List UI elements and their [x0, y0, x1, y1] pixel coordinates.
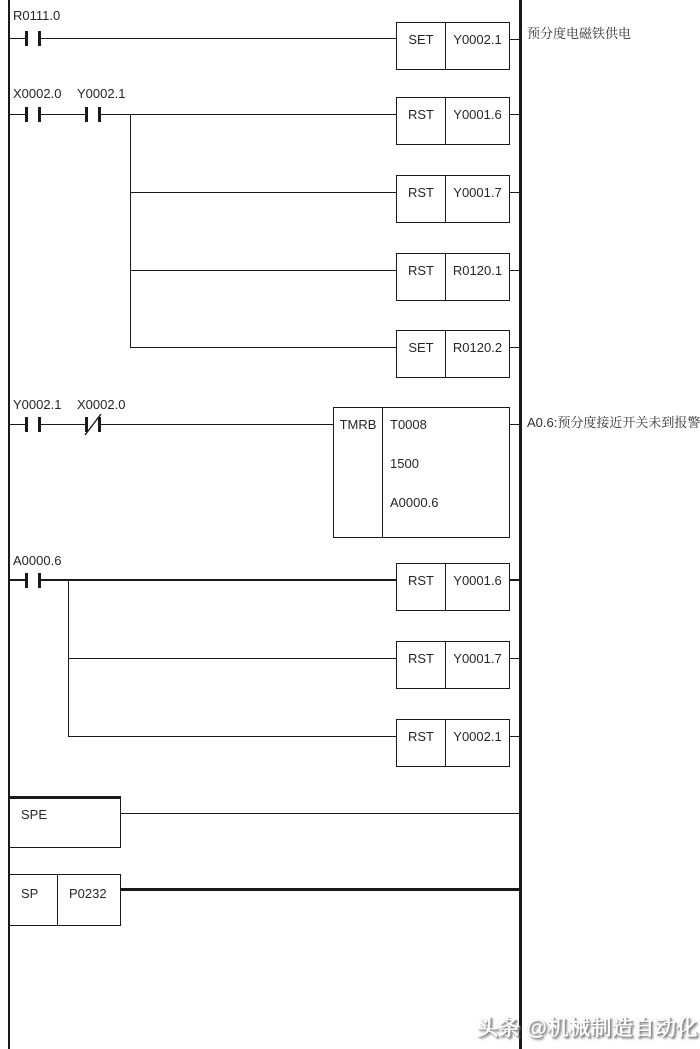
rst-coil-block: [396, 175, 510, 223]
contact-bar: [85, 107, 88, 122]
no-contact: [25, 107, 41, 122]
coil-op: RST: [397, 176, 446, 222]
contact-bar: [25, 573, 28, 588]
coil-operand: Y0001.7: [453, 651, 502, 666]
rst-coil-block: [396, 719, 510, 767]
rst-coil-block: [396, 97, 510, 145]
no-contact: [25, 31, 41, 46]
wire: [510, 39, 519, 40]
contact-bar: [38, 107, 41, 122]
contact-label: X0002.0: [77, 397, 126, 412]
wire: [10, 114, 396, 115]
contact-bar: [25, 107, 28, 122]
coil-operand: Y0001.6: [453, 107, 502, 122]
sp-label: SP: [10, 875, 58, 925]
wire: [130, 347, 396, 348]
timer-mnemonic: TMRB: [334, 408, 383, 537]
nc-contact: [85, 417, 101, 432]
coil-op: RST: [397, 642, 446, 688]
coil-operand: R0120.1: [452, 263, 503, 278]
contact-bar: [25, 417, 28, 432]
nc-slash: [83, 412, 103, 437]
contact-bar: [38, 573, 41, 588]
wire: [121, 888, 519, 891]
coil-op: RST: [397, 98, 446, 144]
no-contact: [25, 573, 41, 588]
coil-op: RST: [397, 720, 446, 766]
coil-op: SET: [397, 23, 446, 69]
wire: [510, 736, 519, 737]
no-contact: [85, 107, 101, 122]
wire: [121, 813, 519, 814]
contact-bar: [98, 107, 101, 122]
wire: [130, 270, 396, 271]
contact-label: Y0002.1: [77, 86, 126, 101]
wire: [510, 347, 519, 348]
coil-op: SET: [397, 331, 446, 377]
rst-coil-block: [396, 563, 510, 611]
right-power-rail: [519, 0, 522, 1049]
rung-comment: 预分度电磁铁供电: [527, 26, 632, 41]
wire: [510, 270, 519, 271]
timer-output: A0000.6: [390, 495, 439, 510]
wire: [510, 424, 519, 425]
sp-operand: P0232: [69, 886, 107, 901]
contact-label: A0000.6: [13, 553, 62, 568]
no-contact: [25, 417, 41, 432]
set-coil-block: [396, 330, 510, 378]
contact-bar: [38, 31, 41, 46]
watermark: 头条 @机械制造自动化: [477, 1017, 698, 1040]
coil-operand: Y0001.6: [453, 573, 502, 588]
spe-label: SPE: [21, 807, 48, 822]
coil-operand: R0120.2: [452, 340, 503, 355]
rung-comment: A0.6:预分度接近开关未到报警: [527, 415, 700, 430]
coil-operand: Y0002.1: [453, 32, 502, 47]
contact-label: X0002.0: [13, 86, 62, 101]
timer-preset: 1500: [390, 456, 419, 471]
coil-operand: Y0002.1: [453, 729, 502, 744]
rst-coil-block: [396, 253, 510, 301]
contact-bar: [25, 31, 28, 46]
rst-coil-block: [396, 641, 510, 689]
sp-block: [9, 874, 121, 926]
spe-block: [9, 796, 121, 848]
coil-operand: Y0001.7: [453, 185, 502, 200]
wire: [510, 192, 519, 193]
coil-op: RST: [397, 564, 446, 610]
wire: [68, 658, 396, 659]
contact-label: R0111.0: [13, 8, 61, 23]
timer-number: T0008: [390, 417, 427, 432]
wire: [130, 192, 396, 193]
wire: [10, 424, 333, 425]
wire: [10, 38, 396, 39]
contact-label: Y0002.1: [13, 397, 62, 412]
contact-bar: [38, 417, 41, 432]
coil-op: RST: [397, 254, 446, 300]
wire: [510, 658, 519, 659]
wire: [510, 579, 519, 581]
set-coil-block: [396, 22, 510, 70]
timer-block: [333, 407, 510, 538]
wire: [68, 736, 396, 737]
branch-wire: [130, 114, 131, 348]
wire: [510, 114, 519, 115]
